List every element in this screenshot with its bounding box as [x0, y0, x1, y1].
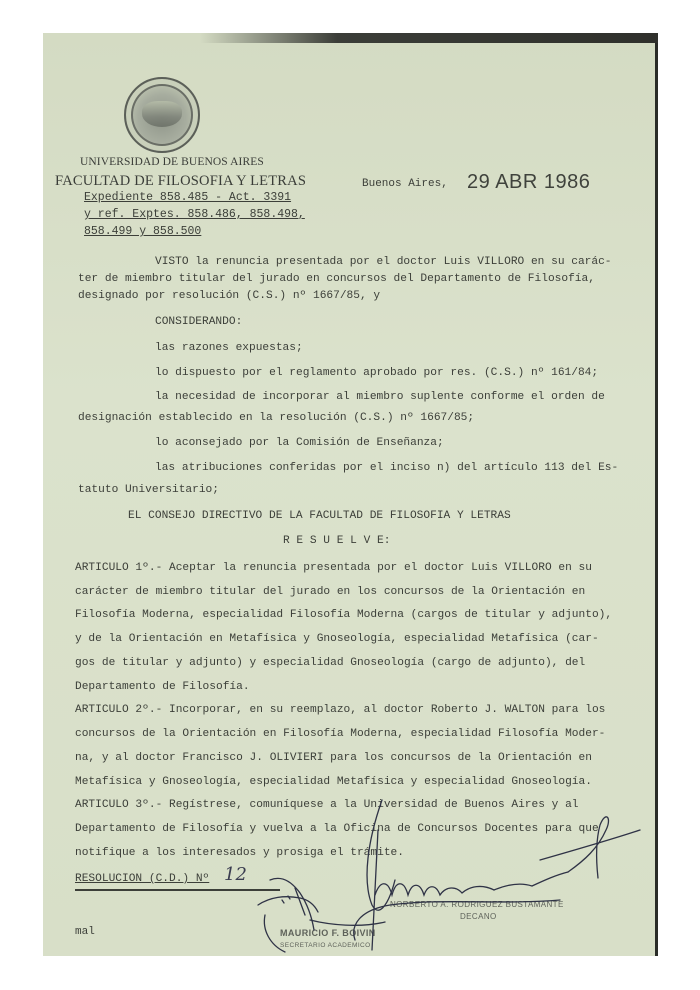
articulo3-line-3: notifique a los interesados y prosiga el trámite.	[75, 847, 404, 859]
considerando-4: lo aconsejado por la Comisión de Enseñanza;	[155, 437, 444, 449]
articulo1-line-3: Filosofía Moderna, especialidad Filosofía Moderna (cargos de titular y adjunto),	[75, 609, 613, 621]
considerando-2: lo dispuesto por el reglamento aprobado por res. (C.S.) nº 161/84;	[155, 367, 599, 379]
articulo3-line-2: Departamento de Filosofía y vuelva a la Oficina de Concursos Docentes para que	[75, 823, 599, 835]
university-name: UNIVERSIDAD DE BUENOS AIRES	[80, 156, 264, 168]
considerando-5b: tatuto Universitario;	[78, 484, 219, 496]
place: Buenos Aires,	[362, 178, 448, 190]
expediente-line-3: 858.499 y 858.500	[84, 225, 202, 238]
articulo2-line-3: na, y al doctor Francisco J. OLIVIERI para los concursos de la Orientación en	[75, 752, 592, 764]
typist-initials: mal	[75, 926, 95, 938]
date-stamp: 29 ABR 1986	[467, 171, 591, 193]
secretary-title: SECRETARIO ACADEMICO	[280, 942, 371, 949]
articulo1-line-1: ARTICULO 1º.- Aceptar la renuncia presentada por el doctor Luis VILLORO en su	[75, 562, 592, 574]
articulo1-line-4: y de la Orientación en Metafísica y Gnoseología, especialidad Metafísica (car-	[75, 633, 599, 645]
visto-line-2: ter de miembro titular del jurado en concursos del Departamento de Filosofía,	[78, 273, 595, 285]
articulo2-line-2: concursos de la Orientación en Filosofía Moderna, especialidad Filosofía Moder-	[75, 728, 606, 740]
resolucion-number: 12	[224, 864, 247, 885]
signature-stroke	[367, 800, 395, 910]
articulo3-line-1: ARTICULO 3º.- Regístrese, comuníquese a la Universidad de Buenos Aires y al	[75, 799, 579, 811]
articulo2-line-1: ARTICULO 2º.- Incorporar, en su reemplazo, al doctor Roberto J. WALTON para los	[75, 704, 606, 716]
articulo1-line-2: carácter de miembro titular del jurado en los concursos de la Orientación en	[75, 586, 586, 598]
dean-name: NORBERTO A. RODRIGUEZ BUSTAMANTE	[390, 900, 564, 909]
resuelve-heading: R E S U E L V E:	[283, 535, 391, 547]
expediente-line-2: y ref. Exptes. 858.486, 858.498,	[84, 208, 305, 221]
considerando-3a: la necesidad de incorporar al miembro suplente conforme el orden de	[155, 391, 605, 403]
articulo2-line-4: Metafísica y Gnoseología, especialidad Metafísica y especialidad Gnoseología.	[75, 776, 592, 788]
considerando-label: CONSIDERANDO:	[155, 316, 243, 328]
considerando-5a: las atribuciones conferidas por el inciso n) del artículo 113 del Es-	[155, 462, 619, 474]
articulo1-line-5: gos de titular y adjunto) y especialidad Gnoseología (cargo de adjunto), del	[75, 657, 586, 669]
faculty-name: FACULTAD DE FILOSOFIA Y LETRAS	[55, 173, 307, 189]
dean-title: DECANO	[460, 912, 497, 921]
secretary-name: MAURICIO F. BOIVIN	[280, 928, 376, 938]
expediente-line-1: Expediente 858.485 - Act. 3391	[84, 191, 292, 204]
visto-line-1: VISTO la renuncia presentada por el doctor Luis VILLORO en su carác-	[155, 256, 612, 268]
visto-line-3: designado por resolución (C.S.) nº 1667/85, y	[78, 290, 381, 302]
considerando-3b: designación establecido en la resolución (C.S.) nº 1667/85;	[78, 412, 475, 424]
articulo1-line-6: Departamento de Filosofía.	[75, 681, 250, 693]
council-heading: EL CONSEJO DIRECTIVO DE LA FACULTAD DE FILOSOFIA Y LETRAS	[128, 510, 511, 522]
resolucion-label: RESOLUCION (C.D.) Nº	[75, 873, 210, 885]
considerando-1: las razones expuestas;	[155, 342, 303, 354]
